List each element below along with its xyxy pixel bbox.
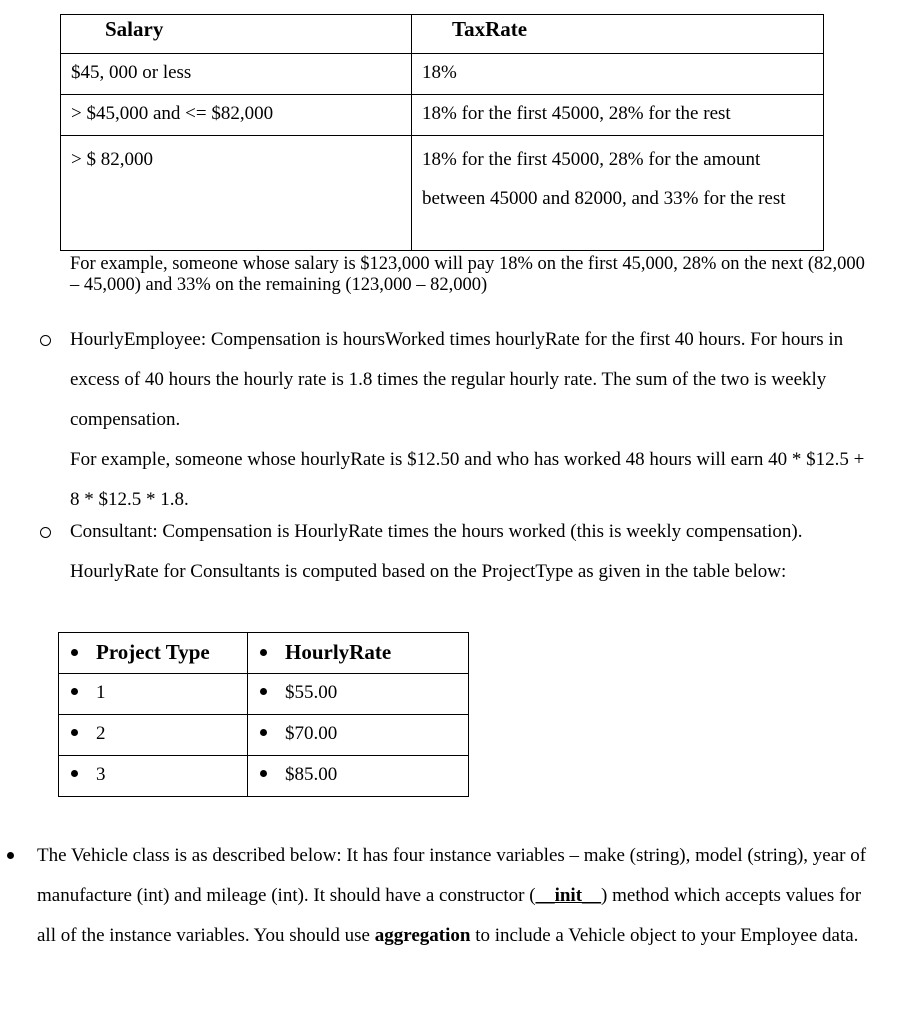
salary-cell: > $ 82,000 [61, 136, 412, 251]
hourly-rate-value: $85.00 [285, 764, 338, 785]
hourly-rate-cell [248, 674, 469, 715]
taxrate-header: TaxRate [412, 15, 824, 54]
hourly-rate-cell [248, 756, 469, 797]
vehicle-text-part-3: to include a Vehicle object to your Employee data. [475, 925, 859, 946]
init-method-name: __init__ [535, 885, 602, 906]
hourly-rate-value: $55.00 [285, 682, 338, 703]
vehicle-class-text [37, 836, 877, 956]
hourly-employee-text: HourlyEmployee: Compensation is hoursWorked times hourlyRate for the first 40 hours. For hours in excess of 40 hours the hourly rate is 1.8 times the regular hourly rate. The sum of the two is weekly compensation. [70, 329, 844, 430]
hourly-rate-header-cell [248, 633, 469, 674]
project-type-value: 1 [96, 682, 106, 703]
hourly-rate-header: HourlyRate [285, 640, 392, 664]
bullet-icon [260, 729, 267, 736]
bullet-icon [71, 688, 78, 695]
bullet-icon [260, 770, 267, 777]
table-header-row [59, 633, 469, 674]
project-type-cell [59, 674, 248, 715]
table-row [61, 95, 824, 136]
taxrate-cell: 18% [412, 54, 824, 95]
aggregation-term: aggregation [374, 925, 471, 946]
hourly-rate-cell [248, 715, 469, 756]
vehicle-text-part-2: ) method which accepts values for all of the instance variables. You should use [37, 885, 862, 946]
table-row [61, 54, 824, 95]
bullet-icon [71, 649, 78, 656]
taxrate-cell: 18% for the first 45000, 28% for the amount between 45000 and 82000, and 33% for the rest [412, 136, 824, 251]
hourly-employee-example: For example, someone whose hourlyRate is $12.50 and who has worked 48 hours will earn 40 * $12.5 + 8 * $12.5 * 1.8. [70, 449, 865, 510]
taxrate-cell: 18% for the first 45000, 28% for the rest [412, 95, 824, 136]
bullet-icon [71, 770, 78, 777]
hollow-bullet-icon [40, 527, 51, 538]
bullet-icon [260, 688, 267, 695]
salary-header: Salary [61, 15, 412, 54]
hourly-employee-text-block [70, 320, 870, 520]
project-type-header: Project Type [96, 640, 210, 664]
bullet-icon [260, 649, 267, 656]
bullet-icon [71, 729, 78, 736]
consultant-text: Consultant: Compensation is HourlyRate times the hours worked (this is weekly compensation). HourlyRate for Consultants is computed based on the ProjectType as given in the table below: [70, 521, 803, 582]
hollow-bullet-icon [40, 335, 51, 346]
table-header-row [61, 15, 824, 54]
table-row [59, 756, 469, 797]
project-rate-table [58, 632, 469, 797]
salary-example-note: For example, someone whose salary is $123,000 will pay 18% on the first 45,000, 28% on the next (82,000 – 45,000) and 33% on the remaining (123,000 – 82,000) [70, 254, 865, 295]
salary-cell: $45, 000 or less [61, 54, 412, 95]
project-type-value: 3 [96, 764, 106, 785]
salary-cell: > $45,000 and <= $82,000 [61, 95, 412, 136]
table-row [59, 674, 469, 715]
table-row [61, 136, 824, 251]
project-type-header-cell [59, 633, 248, 674]
bullet-icon [7, 852, 14, 859]
vehicle-text-part-1: The Vehicle class is as described below: It has four instance variables – make (string), model (string), year of manufacture (int) and mileage (int). It should have a constructor ( [37, 845, 867, 906]
hourly-rate-value: $70.00 [285, 723, 338, 744]
tax-rate-table [60, 14, 824, 251]
project-type-cell [59, 756, 248, 797]
table-row [59, 715, 469, 756]
project-type-value: 2 [96, 723, 106, 744]
project-type-cell [59, 715, 248, 756]
